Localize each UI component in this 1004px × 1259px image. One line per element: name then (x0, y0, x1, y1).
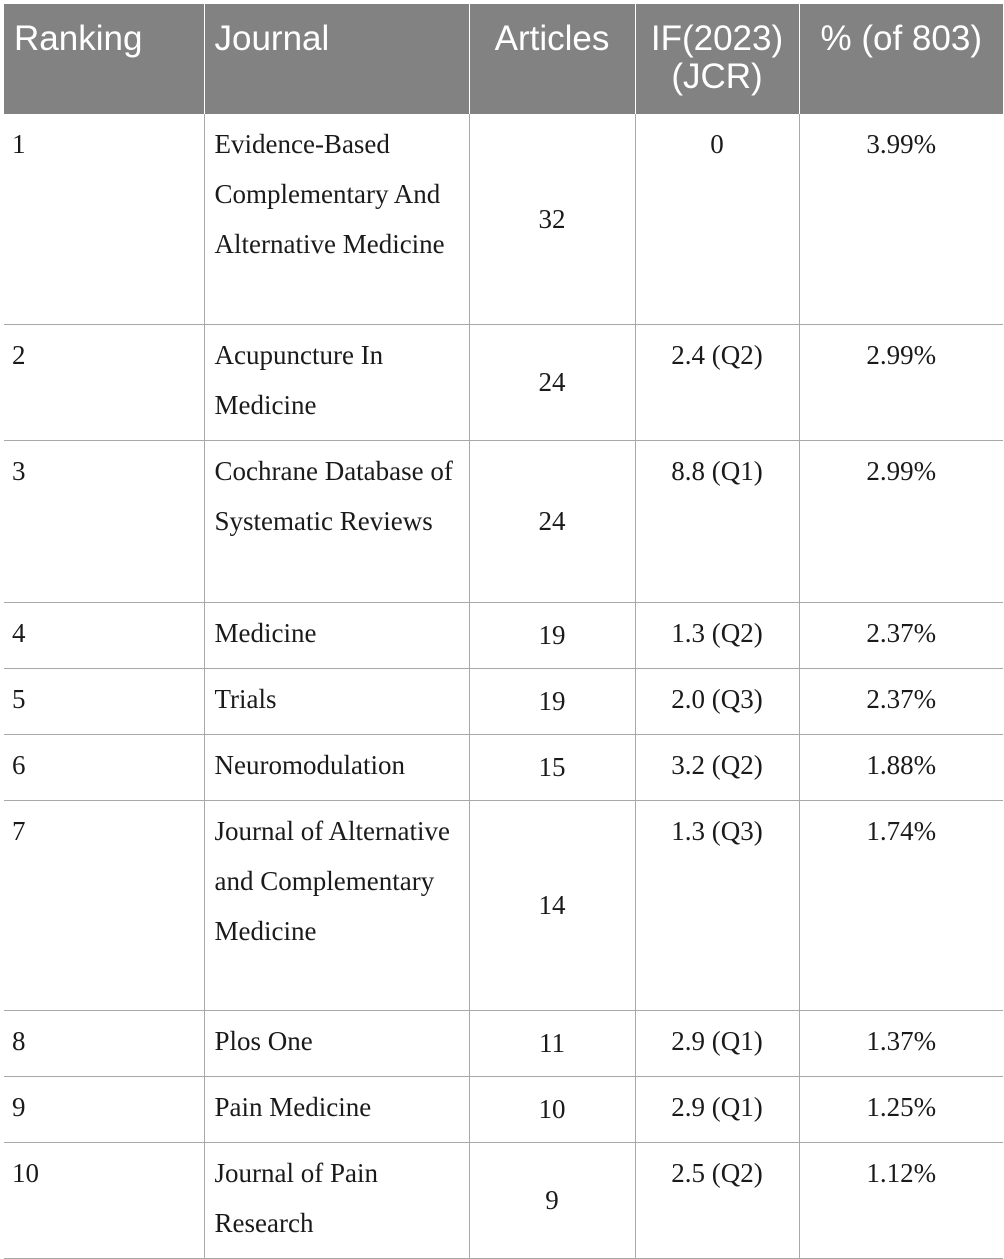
table-row (4, 602, 1003, 668)
journal-name: Medicine (214, 617, 317, 648)
cell-percent: 1.12% (799, 1142, 1003, 1258)
cell-impact-factor: 2.4 (Q2) (635, 324, 799, 440)
cell-journal (204, 440, 469, 602)
cell-rank: 5 (4, 668, 204, 734)
table-row (4, 734, 1003, 800)
table-row (4, 440, 1003, 602)
cell-journal (204, 324, 469, 440)
header-journal: Journal (204, 4, 469, 114)
table-body (4, 114, 1003, 1258)
journal-name: Pain Medicine (214, 1091, 372, 1122)
header-articles: Articles (469, 4, 635, 114)
cell-percent: 2.99% (799, 324, 1003, 440)
journal-name: Plos One (214, 1025, 313, 1056)
journal-name: Trials (214, 683, 277, 714)
header-ranking: Ranking (4, 4, 204, 114)
cell-impact-factor: 2.0 (Q3) (635, 668, 799, 734)
cell-percent: 1.88% (799, 734, 1003, 800)
header-percent: % (of 803) (799, 4, 1003, 114)
cell-journal (204, 1142, 469, 1258)
cell-rank: 1 (4, 114, 204, 324)
journal-name: Evidence-Based Complementary And Alternative Medicine (214, 129, 445, 259)
cell-impact-factor: 8.8 (Q1) (635, 440, 799, 602)
header-impact-line1: IF(2023) (650, 19, 784, 58)
cell-rank: 7 (4, 800, 204, 1010)
table-row (4, 114, 1003, 324)
cell-rank: 10 (4, 1142, 204, 1258)
cell-impact-factor: 2.9 (Q1) (635, 1076, 799, 1142)
table-row (4, 1010, 1003, 1076)
cell-impact-factor: 2.5 (Q2) (635, 1142, 799, 1258)
journal-name: Journal of Pain Research (214, 1157, 378, 1238)
cell-articles: 19 (469, 668, 635, 734)
cell-journal (204, 1010, 469, 1076)
cell-articles: 14 (469, 800, 635, 1010)
cell-impact-factor: 3.2 (Q2) (635, 734, 799, 800)
cell-percent: 2.37% (799, 602, 1003, 668)
header-impact-line2: (JCR) (671, 57, 763, 96)
header-impact-factor (635, 4, 799, 114)
cell-rank: 9 (4, 1076, 204, 1142)
table-row (4, 800, 1003, 1010)
cell-percent: 1.25% (799, 1076, 1003, 1142)
cell-rank: 2 (4, 324, 204, 440)
cell-rank: 3 (4, 440, 204, 602)
journals-table (4, 4, 1003, 1259)
cell-percent: 1.74% (799, 800, 1003, 1010)
cell-journal (204, 1076, 469, 1142)
journal-name: Neuromodulation (214, 749, 405, 780)
cell-journal (204, 734, 469, 800)
cell-percent: 2.37% (799, 668, 1003, 734)
cell-rank: 8 (4, 1010, 204, 1076)
journal-name: Journal of Alternative and Complementary Medicine (214, 815, 450, 946)
cell-percent: 1.37% (799, 1010, 1003, 1076)
cell-journal (204, 800, 469, 1010)
cell-percent: 2.99% (799, 440, 1003, 602)
table-row (4, 1076, 1003, 1142)
journal-name: Acupuncture In Medicine (214, 339, 384, 420)
cell-rank: 4 (4, 602, 204, 668)
cell-journal (204, 602, 469, 668)
cell-articles: 15 (469, 734, 635, 800)
cell-impact-factor: 1.3 (Q3) (635, 800, 799, 1010)
cell-articles: 19 (469, 602, 635, 668)
table-row (4, 668, 1003, 734)
cell-journal (204, 668, 469, 734)
cell-impact-factor: 2.9 (Q1) (635, 1010, 799, 1076)
table-row (4, 1142, 1003, 1258)
table-row (4, 324, 1003, 440)
header-row (4, 4, 1003, 114)
cell-impact-factor: 1.3 (Q2) (635, 602, 799, 668)
cell-articles: 24 (469, 324, 635, 440)
cell-journal (204, 114, 469, 324)
table-header (4, 4, 1003, 114)
cell-articles: 10 (469, 1076, 635, 1142)
cell-articles: 9 (469, 1142, 635, 1258)
cell-percent: 3.99% (799, 114, 1003, 324)
cell-articles: 32 (469, 114, 635, 324)
journal-name: Cochrane Database of Systematic Reviews (214, 455, 453, 536)
cell-articles: 24 (469, 440, 635, 602)
cell-articles: 11 (469, 1010, 635, 1076)
cell-rank: 6 (4, 734, 204, 800)
cell-impact-factor: 0 (635, 114, 799, 324)
